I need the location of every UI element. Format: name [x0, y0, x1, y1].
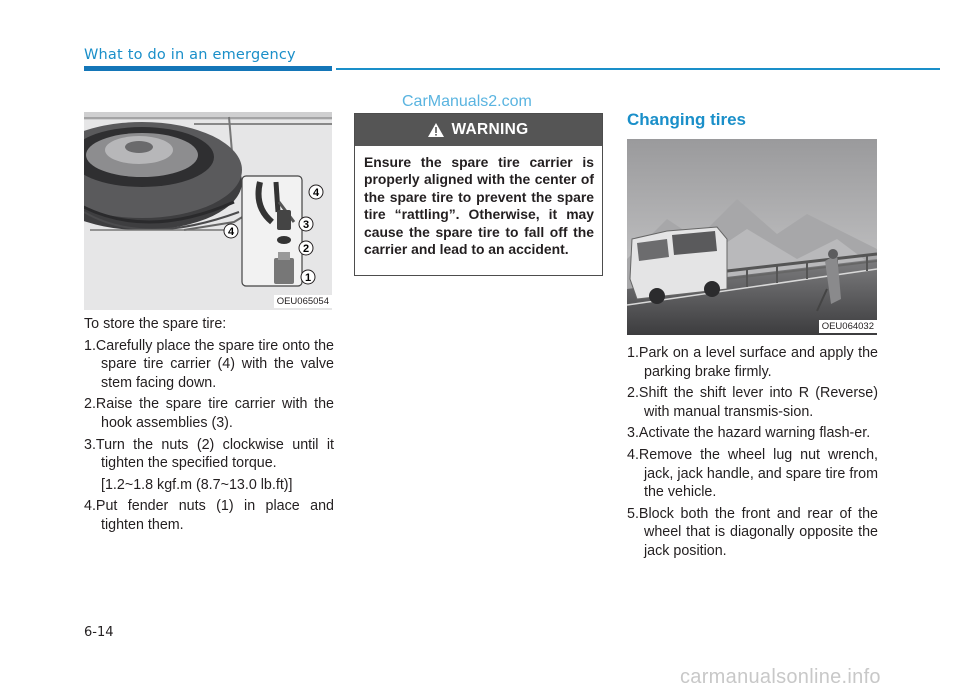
changing-step: 1.Park on a level surface and apply the parking brake firmly. — [627, 345, 878, 380]
watermark-link[interactable]: CarManuals2.com — [402, 93, 532, 110]
store-step: 4.Put fender nuts (1) in place and tighten them. — [84, 498, 334, 533]
footer-site-link[interactable]: carmanualsonline.info — [680, 666, 881, 688]
changing-step: 2.Shift the shift lever into R (Reverse) with manual transmis-sion. — [627, 385, 878, 420]
figure-code: OEU064032 — [819, 320, 877, 333]
callout-4-top: 4 — [312, 187, 320, 199]
figure-code: OEU065054 — [274, 295, 332, 308]
warning-box — [354, 113, 603, 276]
store-intro: To store the spare tire: — [84, 316, 227, 332]
callout-1: 1 — [304, 272, 312, 284]
store-step: 2.Raise the spare tire carrier with the hook assemblies (3). — [84, 396, 334, 431]
store-step: 1.Carefully place the spare tire onto the spare tire carrier (4) with the valve stem facing down. — [84, 337, 334, 391]
store-step: 3.Turn the nuts (2) clockwise until it tighten the specified torque. — [84, 436, 334, 472]
header-rule — [336, 68, 940, 70]
changing-steps — [627, 344, 878, 564]
roadside-figure — [627, 139, 877, 335]
page-number: 6-14 — [84, 625, 114, 640]
callout-3: 3 — [302, 219, 310, 231]
header-bar — [84, 66, 332, 71]
roadside-illustration — [627, 139, 877, 335]
changing-tires-heading: Changing tires — [627, 110, 747, 129]
spare-tire-figure — [84, 112, 332, 310]
callouts-layer — [84, 112, 332, 310]
warning-text: Ensure the spare tire carrier is properly aligned with the center of the spare tire to prevent the spare tire “rattling”. Otherwise, it may cause the spare tire to fall off the carrier and lead to an accident. — [364, 154, 594, 258]
warning-triangle-icon — [428, 123, 444, 137]
changing-step: 4.Remove the wheel lug nut wrench, jack, jack handle, and spare tire from the vehicle. — [627, 446, 878, 501]
changing-step: 5.Block both the front and rear of the wheel that is diagonally opposite the jack position. — [627, 505, 878, 559]
torque-spec: [1.2~1.8 kgf.m (8.7~13.0 lb.ft)] — [101, 476, 293, 493]
store-instructions — [84, 315, 334, 538]
warning-header — [355, 114, 602, 146]
callout-4-left: 4 — [227, 226, 235, 238]
changing-step: 3.Activate the hazard warning flash-er. — [627, 425, 871, 442]
section-title: What to do in an emergency — [84, 47, 296, 63]
callout-2: 2 — [302, 243, 310, 255]
warning-title: WARNING — [451, 121, 529, 138]
